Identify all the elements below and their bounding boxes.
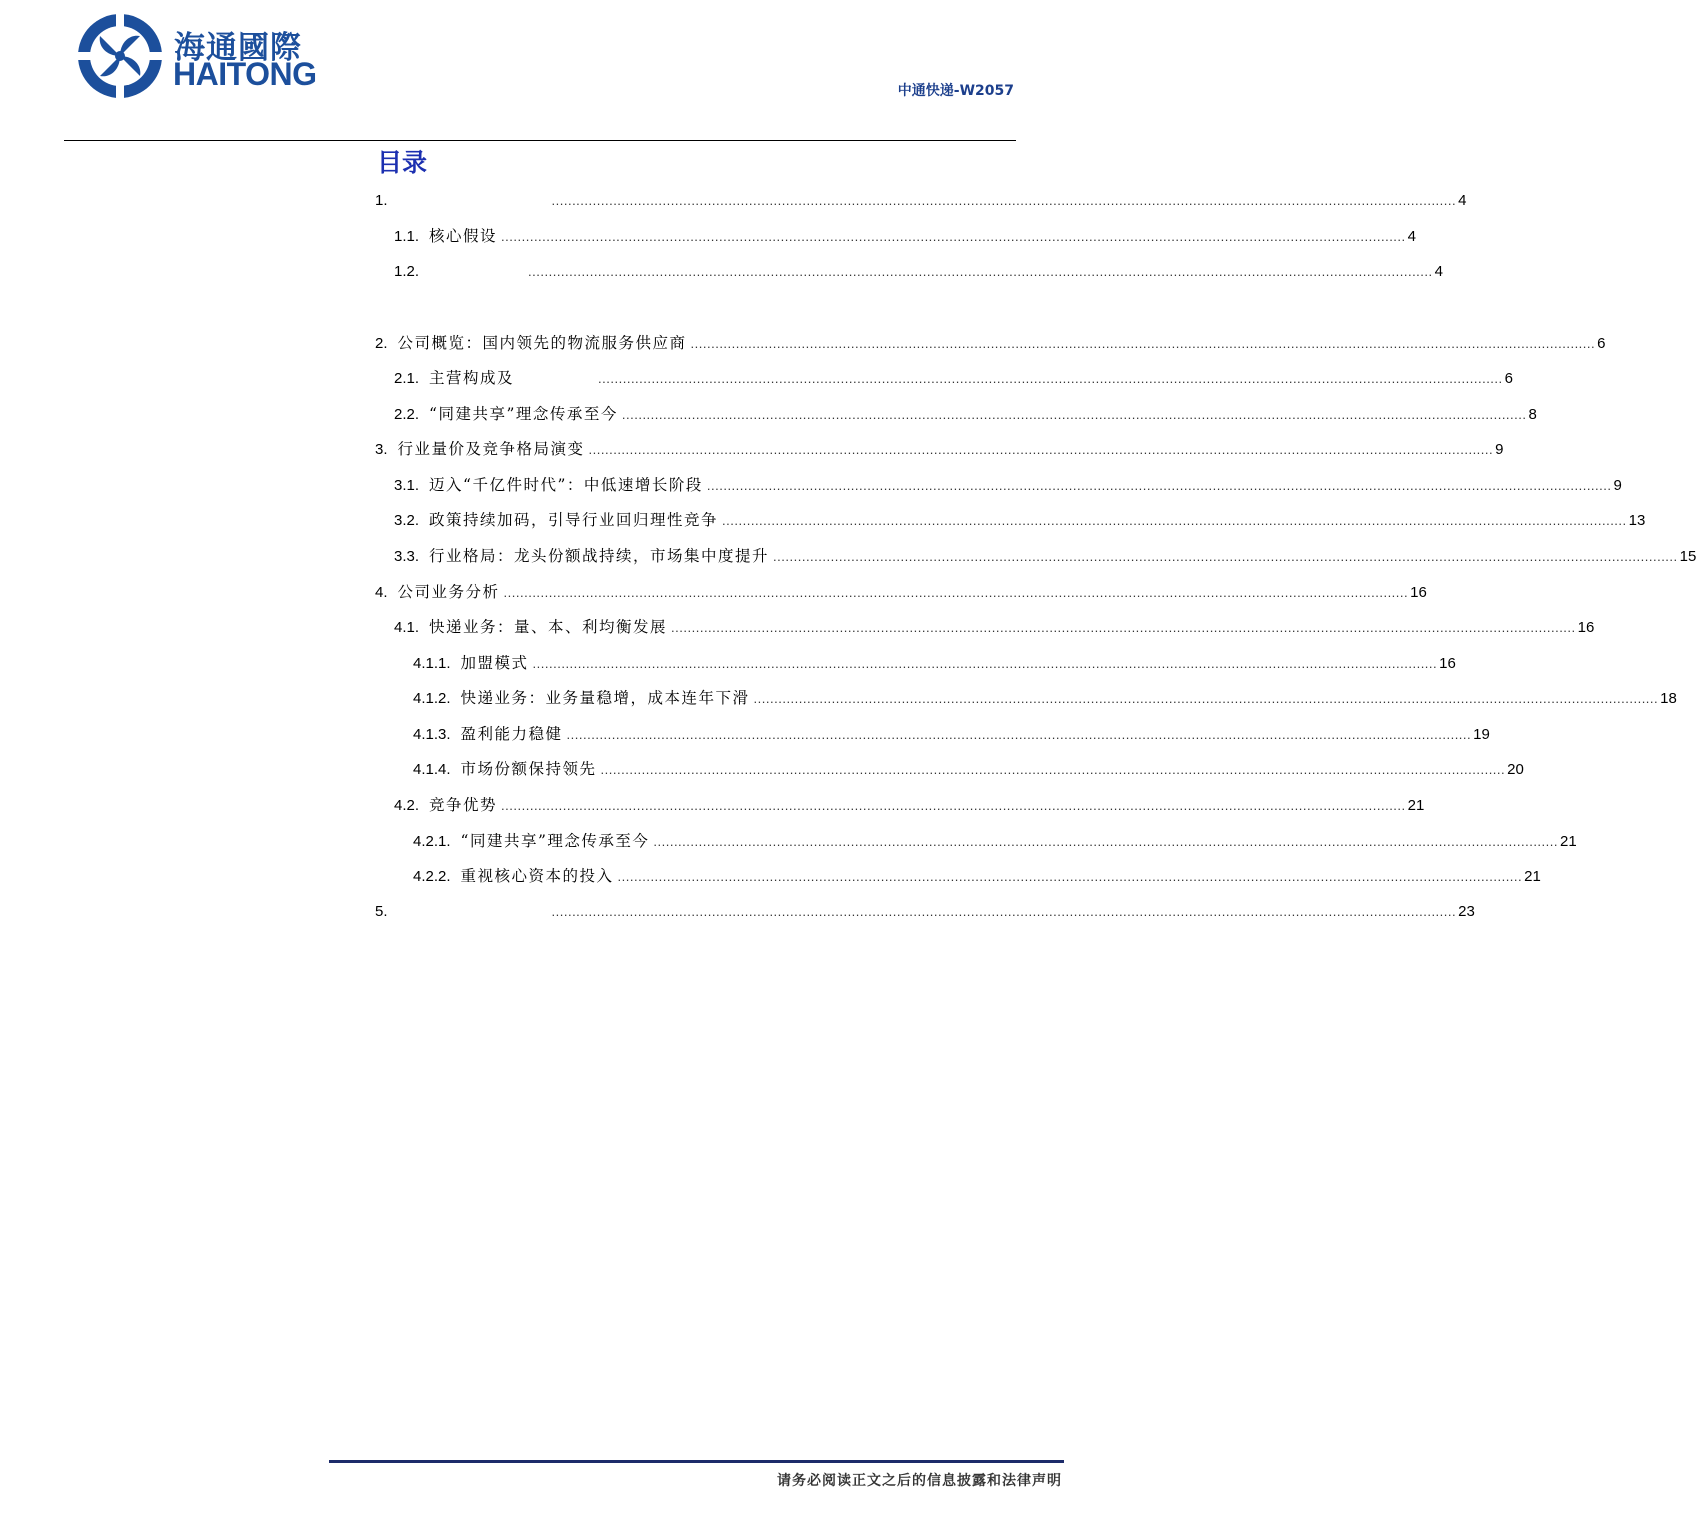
toc-entry-leader: ............................................................................................................................................................................................................................	[753, 691, 1659, 706]
toc-entry-title: 主营构成及	[429, 369, 515, 387]
toc-entry-number: 4.1.4.	[413, 761, 451, 778]
toc-entry-leader: ............................................................................................................................................................................................................................	[588, 442, 1494, 457]
toc-entry-page: 20	[1507, 761, 1524, 778]
toc-entry-page: 18	[1660, 690, 1677, 707]
toc-entry-title: 迈入“千亿件时代”：中低速增长阶段	[429, 476, 703, 494]
toc-entry-page: 16	[1577, 619, 1595, 636]
toc-entry-number: 4.1.	[394, 619, 420, 636]
logo-chinese-name: 海通國際	[174, 30, 302, 66]
toc-entry-number: 5.	[375, 903, 388, 920]
toc-entry-page: 21	[1524, 868, 1541, 885]
toc-entry[interactable]	[394, 793, 1425, 817]
toc-entry-title: 盈利能力稳健	[460, 725, 563, 743]
footer-disclaimer: 请务必阅读正文之后的信息披露和法律声明	[777, 1473, 1062, 1489]
toc-entry-page: 6	[1597, 335, 1606, 352]
toc-entry[interactable]	[394, 224, 1416, 248]
toc-entry[interactable]	[394, 508, 1646, 532]
toc-entry-number: 4.1.2.	[413, 690, 451, 707]
toc-entry-leader: ............................................................................................................................................................................................................................	[600, 762, 1506, 777]
toc-entry-number: 4.1.1.	[413, 655, 451, 672]
toc-entry-title: 快递业务：量、本、利均衡发展	[429, 618, 668, 636]
toc-entry-page: 4	[1407, 228, 1416, 245]
toc-entry-number: 2.1.	[394, 370, 420, 387]
toc-entry[interactable]	[394, 402, 1537, 426]
toc-entry[interactable]	[375, 900, 1475, 924]
toc-entry[interactable]	[394, 260, 1443, 284]
toc-entry-leader: ............................................................................................................................................................................................................................	[566, 727, 1472, 742]
toc-entry[interactable]	[394, 544, 1696, 568]
toc-entry-title: 政策持续加码，引导行业回归理性竞争	[429, 511, 719, 529]
toc-entry-number: 3.	[375, 441, 388, 458]
toc-entry-leader: ............................................................................................................................................................................................................................	[501, 798, 1406, 813]
toc-entry-page: 4	[1458, 192, 1467, 209]
toc-entry-leader: ............................................................................................................................................................................................................................	[773, 549, 1678, 564]
toc-entry-leader: ............................................................................................................................................................................................................................	[551, 193, 1457, 208]
toc-entry-title: 公司业务分析	[397, 583, 500, 601]
toc-entry-page: 6	[1504, 370, 1513, 387]
toc-entry-page: 15	[1679, 548, 1696, 565]
header-divider	[64, 140, 1016, 141]
toc-entry[interactable]	[413, 757, 1524, 781]
toc-entry-number: 1.1.	[394, 228, 420, 245]
toc-entry-number: 4.2.2.	[413, 868, 451, 885]
toc-entry-number: 4.	[375, 584, 388, 601]
toc-entry-leader: ............................................................................................................................................................................................................................	[653, 834, 1558, 849]
toc-entry-title: 核心假设	[429, 227, 498, 245]
toc-entry-page: 4	[1434, 263, 1443, 280]
toc-entry-page: 8	[1528, 406, 1537, 423]
toc-entry-leader: ............................................................................................................................................................................................................................	[598, 371, 1503, 386]
toc-entry-leader: ............................................................................................................................................................................................................................	[706, 478, 1612, 493]
toc-entry-title: 竞争优势	[429, 796, 498, 814]
toc-entry-title: 行业格局：龙头份额战持续，市场集中度提升	[429, 547, 770, 565]
toc-entry-page: 21	[1407, 797, 1425, 814]
toc-entry-title: 加盟模式	[460, 654, 529, 672]
toc-entry[interactable]	[394, 366, 1513, 390]
toc-entry-page: 23	[1458, 903, 1475, 920]
toc-entry[interactable]	[375, 331, 1606, 355]
toc-entry-number: 3.2.	[394, 512, 420, 529]
toc-entry-page: 16	[1439, 655, 1456, 672]
toc-entry-title: 公司概览：国内领先的物流服务供应商	[397, 334, 687, 352]
report-label: 中通快递-W2057	[897, 83, 1014, 99]
toc-entry-page: 19	[1473, 726, 1490, 743]
toc-entry-number: 1.2.	[394, 263, 420, 280]
toc-entry-leader: ............................................................................................................................................................................................................................	[501, 229, 1406, 244]
toc-entry-page: 21	[1560, 833, 1577, 850]
toc-entry-number: 4.2.1.	[413, 833, 451, 850]
toc-entry-number: 4.2.	[394, 797, 420, 814]
toc-entry[interactable]	[413, 651, 1456, 675]
logo-english-name: HAITONG	[173, 56, 317, 92]
toc-entry-leader: ............................................................................................................................................................................................................................	[617, 869, 1523, 884]
toc-entry[interactable]	[375, 437, 1504, 461]
toc-entry[interactable]	[413, 686, 1677, 710]
toc-entry-leader: ............................................................................................................................................................................................................................	[503, 585, 1409, 600]
haitong-logo	[76, 12, 336, 102]
toc-entry-page: 9	[1613, 477, 1622, 494]
toc-entry-number: 3.1.	[394, 477, 420, 494]
footer-divider	[329, 1460, 1064, 1463]
haitong-emblem-icon	[76, 12, 164, 100]
toc-entry-leader: ............................................................................................................................................................................................................................	[690, 336, 1596, 351]
toc-entry-page: 9	[1495, 441, 1504, 458]
toc-title: 目录	[377, 148, 428, 177]
toc-entry-title: “同建共享”理念传承至今	[429, 405, 618, 423]
toc-entry-leader: ............................................................................................................................................................................................................................	[621, 407, 1527, 422]
toc-entry-title: “同建共享”理念传承至今	[460, 832, 650, 850]
toc-entry-leader: ............................................................................................................................................................................................................................	[528, 264, 1433, 279]
toc-entry-leader: ............................................................................................................................................................................................................................	[671, 620, 1576, 635]
toc-entry-leader: ............................................................................................................................................................................................................................	[532, 656, 1438, 671]
toc-entry[interactable]	[375, 580, 1427, 604]
toc-entry-number: 2.2.	[394, 406, 420, 423]
toc-entry-number: 2.	[375, 335, 388, 352]
toc-entry[interactable]	[413, 864, 1541, 888]
toc-entry-leader: ............................................................................................................................................................................................................................	[551, 904, 1457, 919]
toc-entry[interactable]	[394, 473, 1622, 497]
toc-entry[interactable]	[394, 615, 1595, 639]
toc-entry-title: 行业量价及竞争格局演变	[397, 440, 585, 458]
toc-entry[interactable]	[375, 189, 1467, 213]
toc-entry-title: 重视核心资本的投入	[460, 867, 614, 885]
toc-entry-page: 16	[1410, 584, 1427, 601]
toc-entry-number: 4.1.3.	[413, 726, 451, 743]
toc-entry[interactable]	[413, 829, 1577, 853]
toc-entry-number: 1.	[375, 192, 388, 209]
toc-entry[interactable]	[413, 722, 1490, 746]
toc-entry-page: 13	[1628, 512, 1646, 529]
toc-entry-title: 市场份额保持领先	[460, 760, 597, 778]
toc-entry-leader: ............................................................................................................................................................................................................................	[722, 513, 1627, 528]
toc-entry-number: 3.3.	[394, 548, 420, 565]
toc-entry-title: 快递业务：业务量稳增，成本连年下滑	[460, 689, 750, 707]
